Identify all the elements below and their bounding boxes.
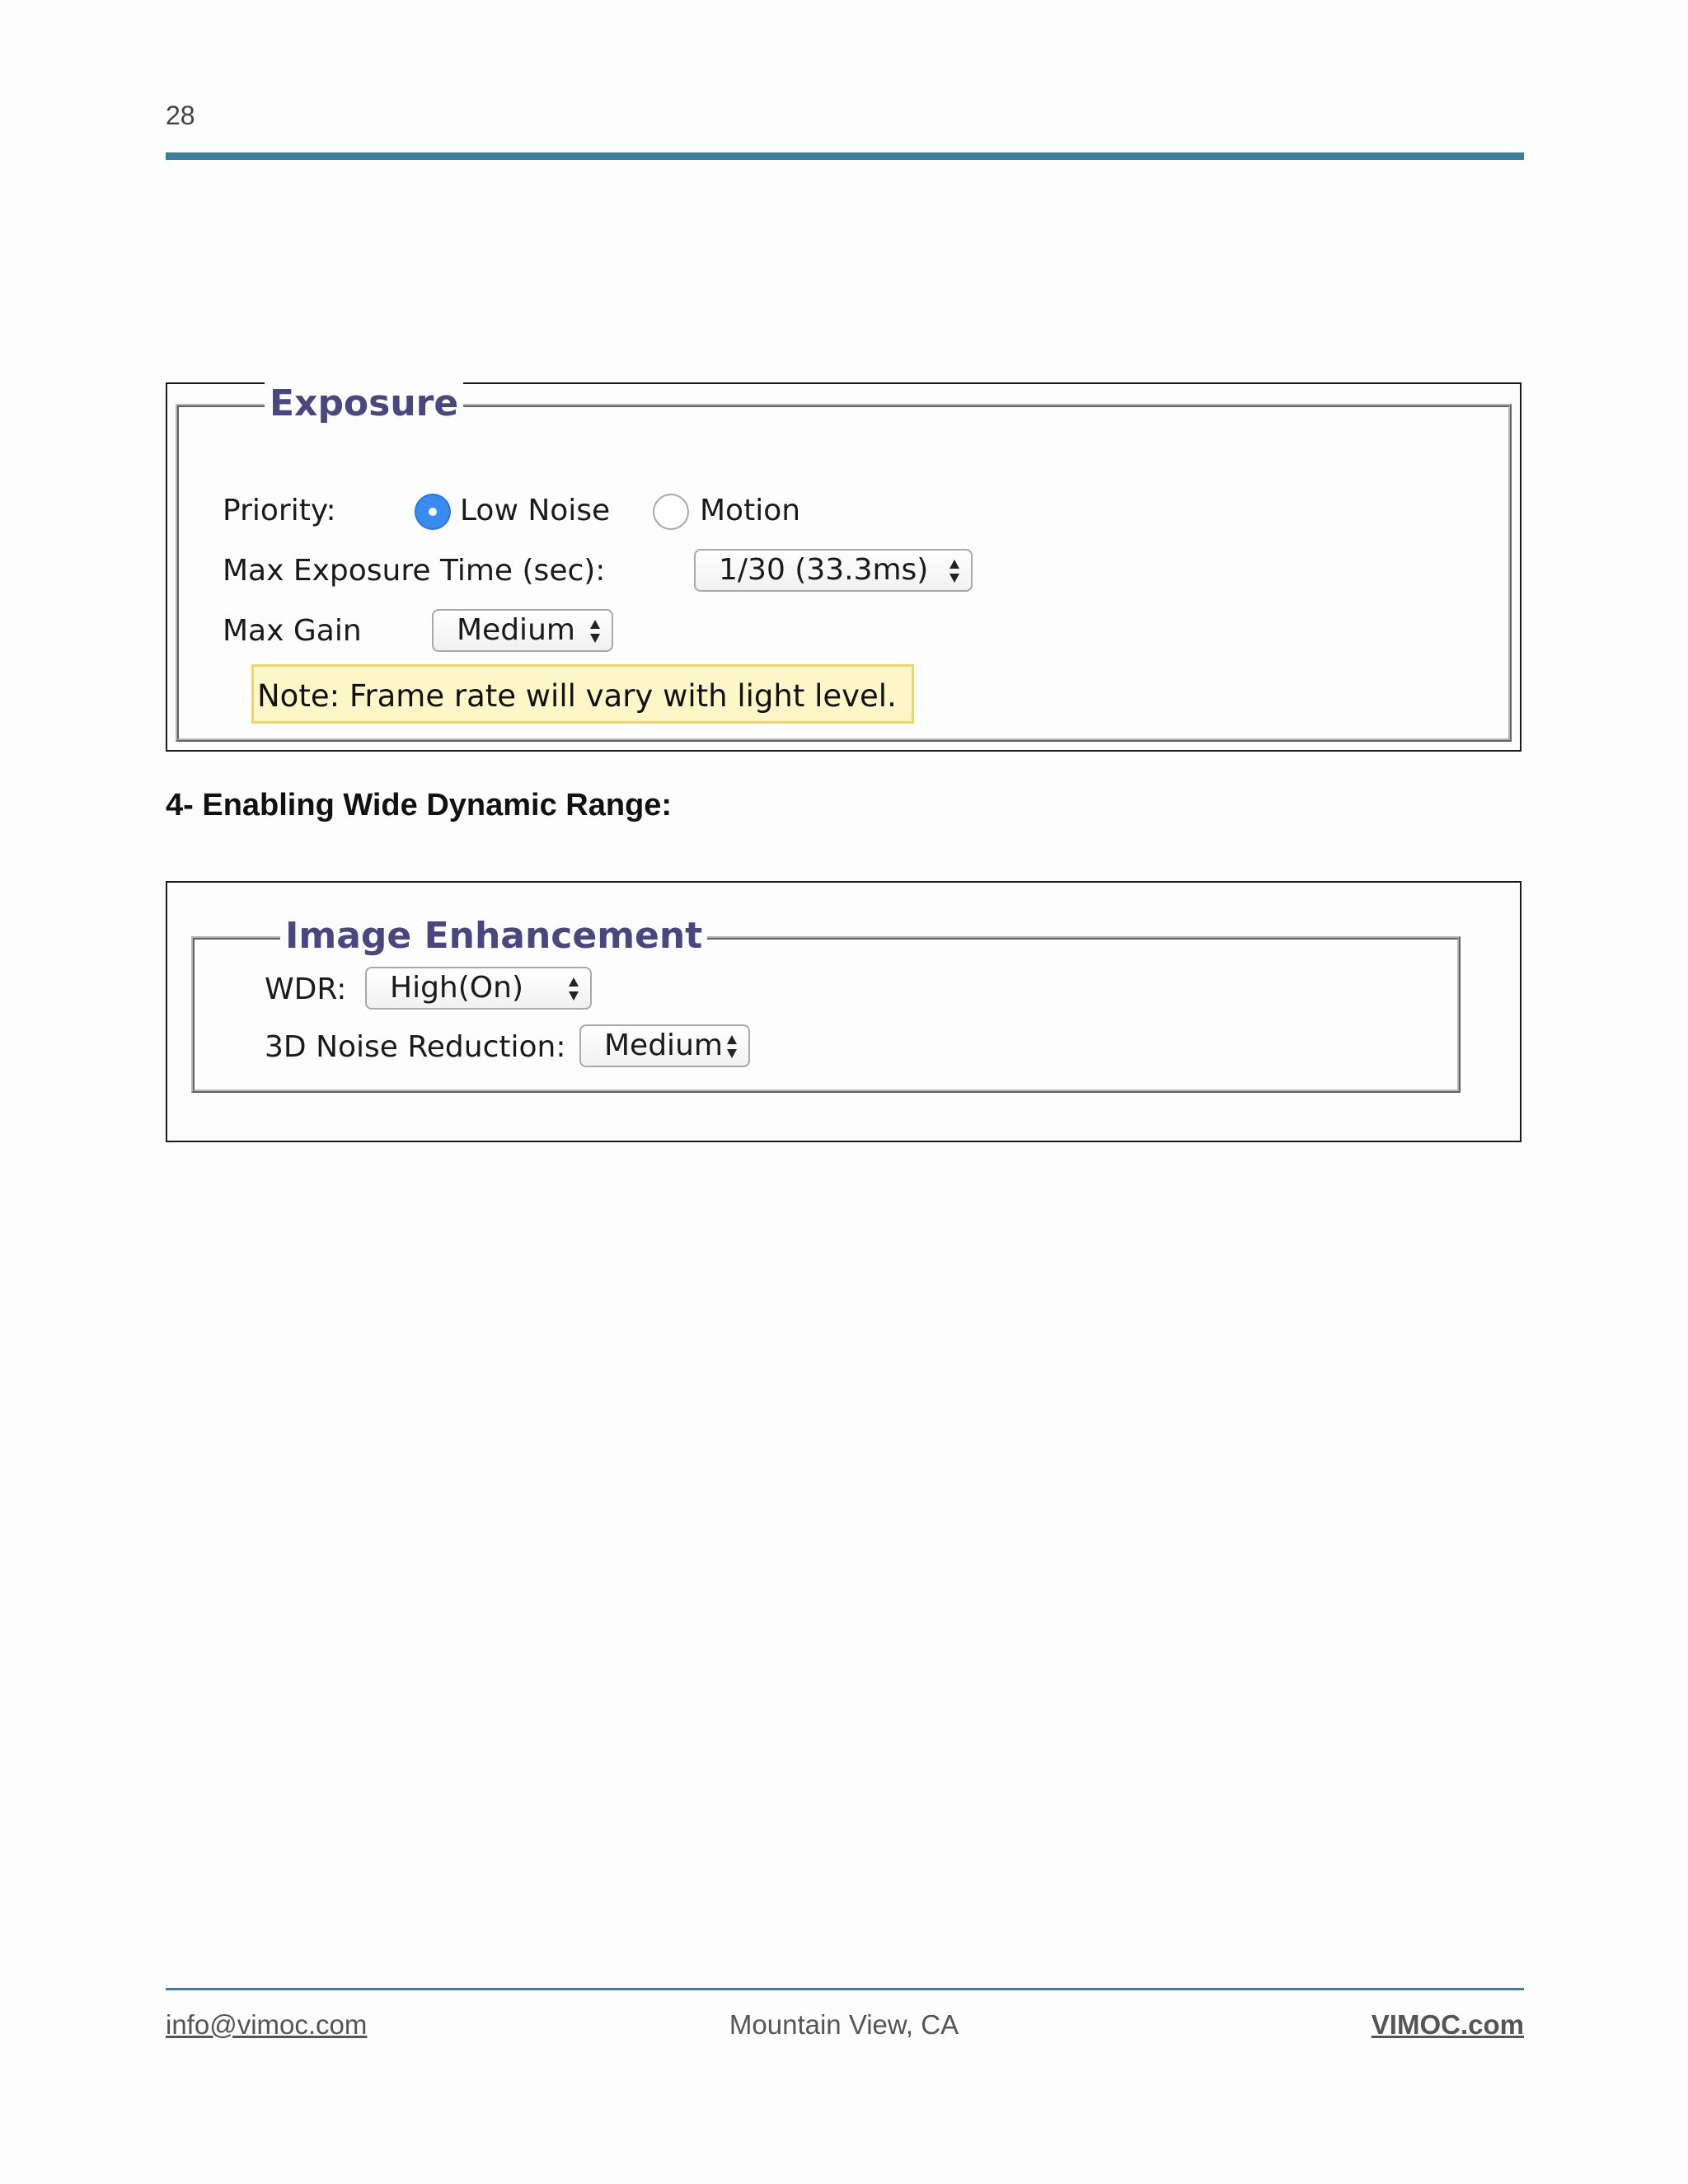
image-enhancement-fieldset [191, 915, 1461, 1093]
max-gain-label: Max Gain [223, 614, 362, 648]
priority-option-low-noise[interactable]: Low Noise [460, 494, 611, 527]
section-heading: 4- Enabling Wide Dynamic Range: [166, 788, 673, 823]
exposure-screenshot [166, 382, 1522, 752]
frame-rate-note: Note: Frame rate will vary with light level. [251, 664, 914, 724]
header-rule [166, 152, 1524, 160]
wdr-label: WDR: [265, 972, 347, 1006]
footer-site-link[interactable]: VIMOC.com [1371, 2009, 1524, 2040]
select-arrows-icon [725, 1033, 738, 1061]
priority-label: Priority: [223, 494, 336, 527]
select-arrows-icon [948, 557, 961, 585]
wdr-select[interactable] [365, 967, 592, 1010]
max-gain-value: Medium [457, 613, 575, 647]
priority-option-motion[interactable]: Motion [700, 494, 801, 527]
page-number: 28 [166, 101, 195, 130]
priority-radio-low-noise[interactable] [415, 494, 451, 530]
image-enhancement-legend: Image Enhancement [280, 915, 707, 957]
noise-reduction-select[interactable] [579, 1024, 750, 1067]
max-exposure-select[interactable] [694, 549, 973, 592]
wdr-value: High(On) [390, 971, 523, 1005]
footer-location: Mountain View, CA [729, 2009, 959, 2040]
select-arrows-icon [567, 975, 580, 1003]
priority-radio-motion[interactable] [653, 494, 689, 530]
noise-reduction-label: 3D Noise Reduction: [265, 1030, 566, 1064]
max-exposure-label: Max Exposure Time (sec): [223, 554, 606, 588]
max-gain-select[interactable] [432, 609, 613, 652]
footer-email-link[interactable]: info@vimoc.com [166, 2009, 368, 2040]
exposure-legend: Exposure [265, 382, 463, 424]
max-exposure-value: 1/30 (33.3ms) [719, 553, 929, 587]
noise-reduction-value: Medium [604, 1029, 723, 1062]
footer-rule [166, 1988, 1524, 1990]
select-arrows-icon [588, 617, 602, 645]
image-enhancement-screenshot [166, 881, 1522, 1142]
